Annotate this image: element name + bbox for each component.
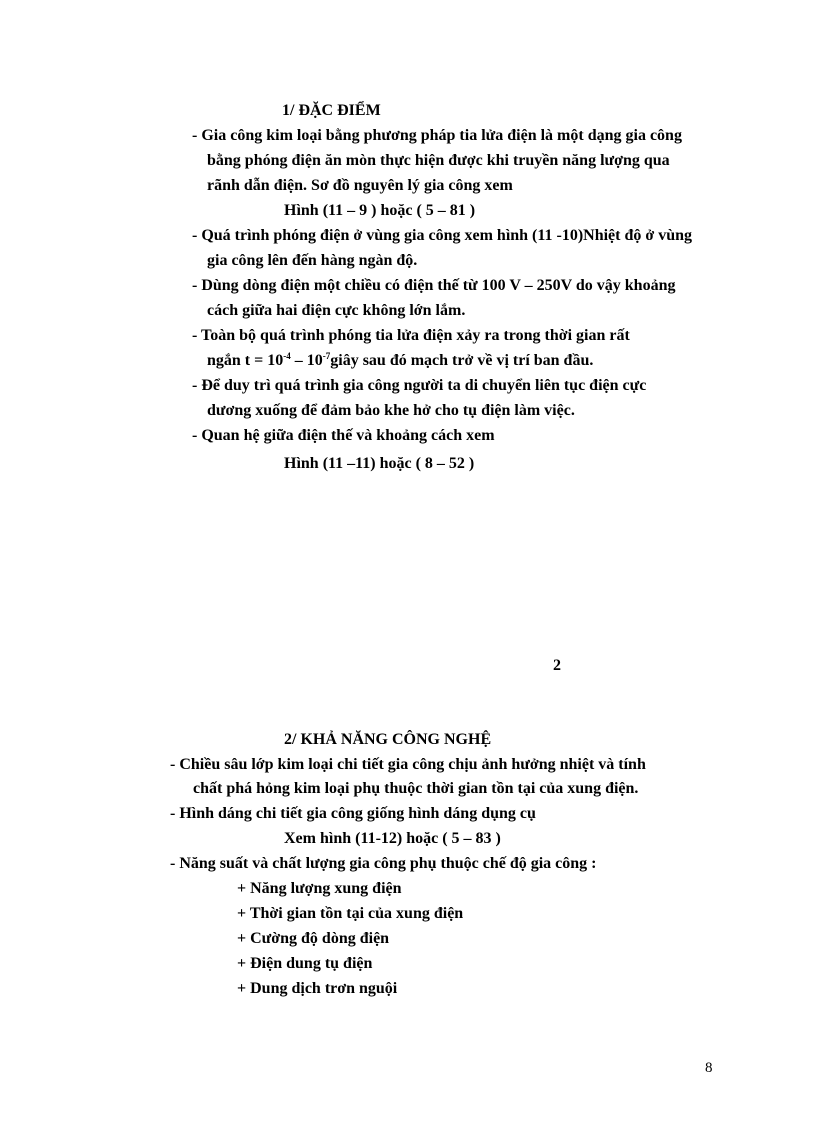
section1-line: - Dùng dòng điện một chiều có điện thế từ 100 V – 250V do vậy khoảng	[192, 277, 676, 294]
middle-number: 2	[553, 657, 561, 674]
section1-line: gia công lên đến hàng ngàn độ.	[207, 252, 418, 269]
formula-middle: – 10	[290, 352, 323, 369]
section1-heading: 1/ ĐẶC ĐIỂM	[282, 102, 381, 119]
formula-prefix: ngắn t = 10	[207, 352, 284, 369]
formula-exponent-1: -4	[283, 351, 291, 361]
section2-heading: 2/ KHẢ NĂNG CÔNG NGHỆ	[284, 731, 492, 748]
section2-line: - Chiều sâu lớp kim loại chi tiết gia công chịu ảnh hưởng nhiệt và tính	[170, 756, 646, 773]
section2-line: chất phá hỏng kim loại phụ thuộc thời gian tồn tại của xung điện.	[193, 780, 639, 797]
section1-line: dương xuống để đảm bảo khe hở cho tụ điện làm việc.	[207, 402, 575, 419]
section1-line: Hình (11 –11) hoặc ( 8 – 52 )	[284, 455, 475, 472]
section2-list-item: + Dung dịch trơn nguội	[237, 980, 398, 997]
section1-line: bằng phóng điện ăn mòn thực hiện được khi truyền năng lượng qua	[207, 152, 670, 169]
section2-list-item: + Điện dung tụ điện	[237, 955, 373, 972]
section1-line: cách giữa hai điện cực không lớn lắm.	[207, 302, 466, 319]
section2-line: - Năng suất và chất lượng gia công phụ thuộc chế độ gia công :	[170, 855, 597, 872]
section1-line: Hình (11 – 9 ) hoặc ( 5 – 81 )	[284, 202, 476, 219]
section2-list-item: + Cường độ dòng điện	[237, 930, 390, 947]
section1-line: - Để duy trì quá trình gia công người ta di chuyển liên tục điện cực	[192, 377, 647, 394]
section2-list-item: + Thời gian tồn tại của xung điện	[237, 905, 464, 922]
section1-line: - Toàn bộ quá trình phóng tia lửa điện xảy ra trong thời gian rất	[192, 327, 630, 344]
section1-line: - Quan hệ giữa điện thế và khoảng cách xem	[192, 427, 495, 444]
formula-exponent-2: -7	[322, 351, 331, 361]
page-number: 8	[705, 1060, 713, 1076]
section2-list-item: + Năng lượng xung điện	[237, 880, 402, 897]
section2-line: - Hình dáng chi tiết gia công giống hình dáng dụng cụ	[170, 805, 536, 822]
section1-line: rãnh dẫn điện. Sơ đồ nguyên lý gia công xem	[207, 177, 513, 194]
formula-suffix: giây sau đó mạch trở về vị trí ban đầu.	[330, 352, 594, 369]
section1-line: - Gia công kim loại bằng phương pháp tia lửa điện là một dạng gia công	[192, 127, 682, 144]
section2-line: Xem hình (11-12) hoặc ( 5 – 83 )	[284, 830, 501, 847]
section1-line: - Quá trình phóng điện ở vùng gia công xem hình (11 -10)Nhiệt độ ở vùng	[192, 227, 693, 244]
formula-line	[207, 351, 593, 371]
